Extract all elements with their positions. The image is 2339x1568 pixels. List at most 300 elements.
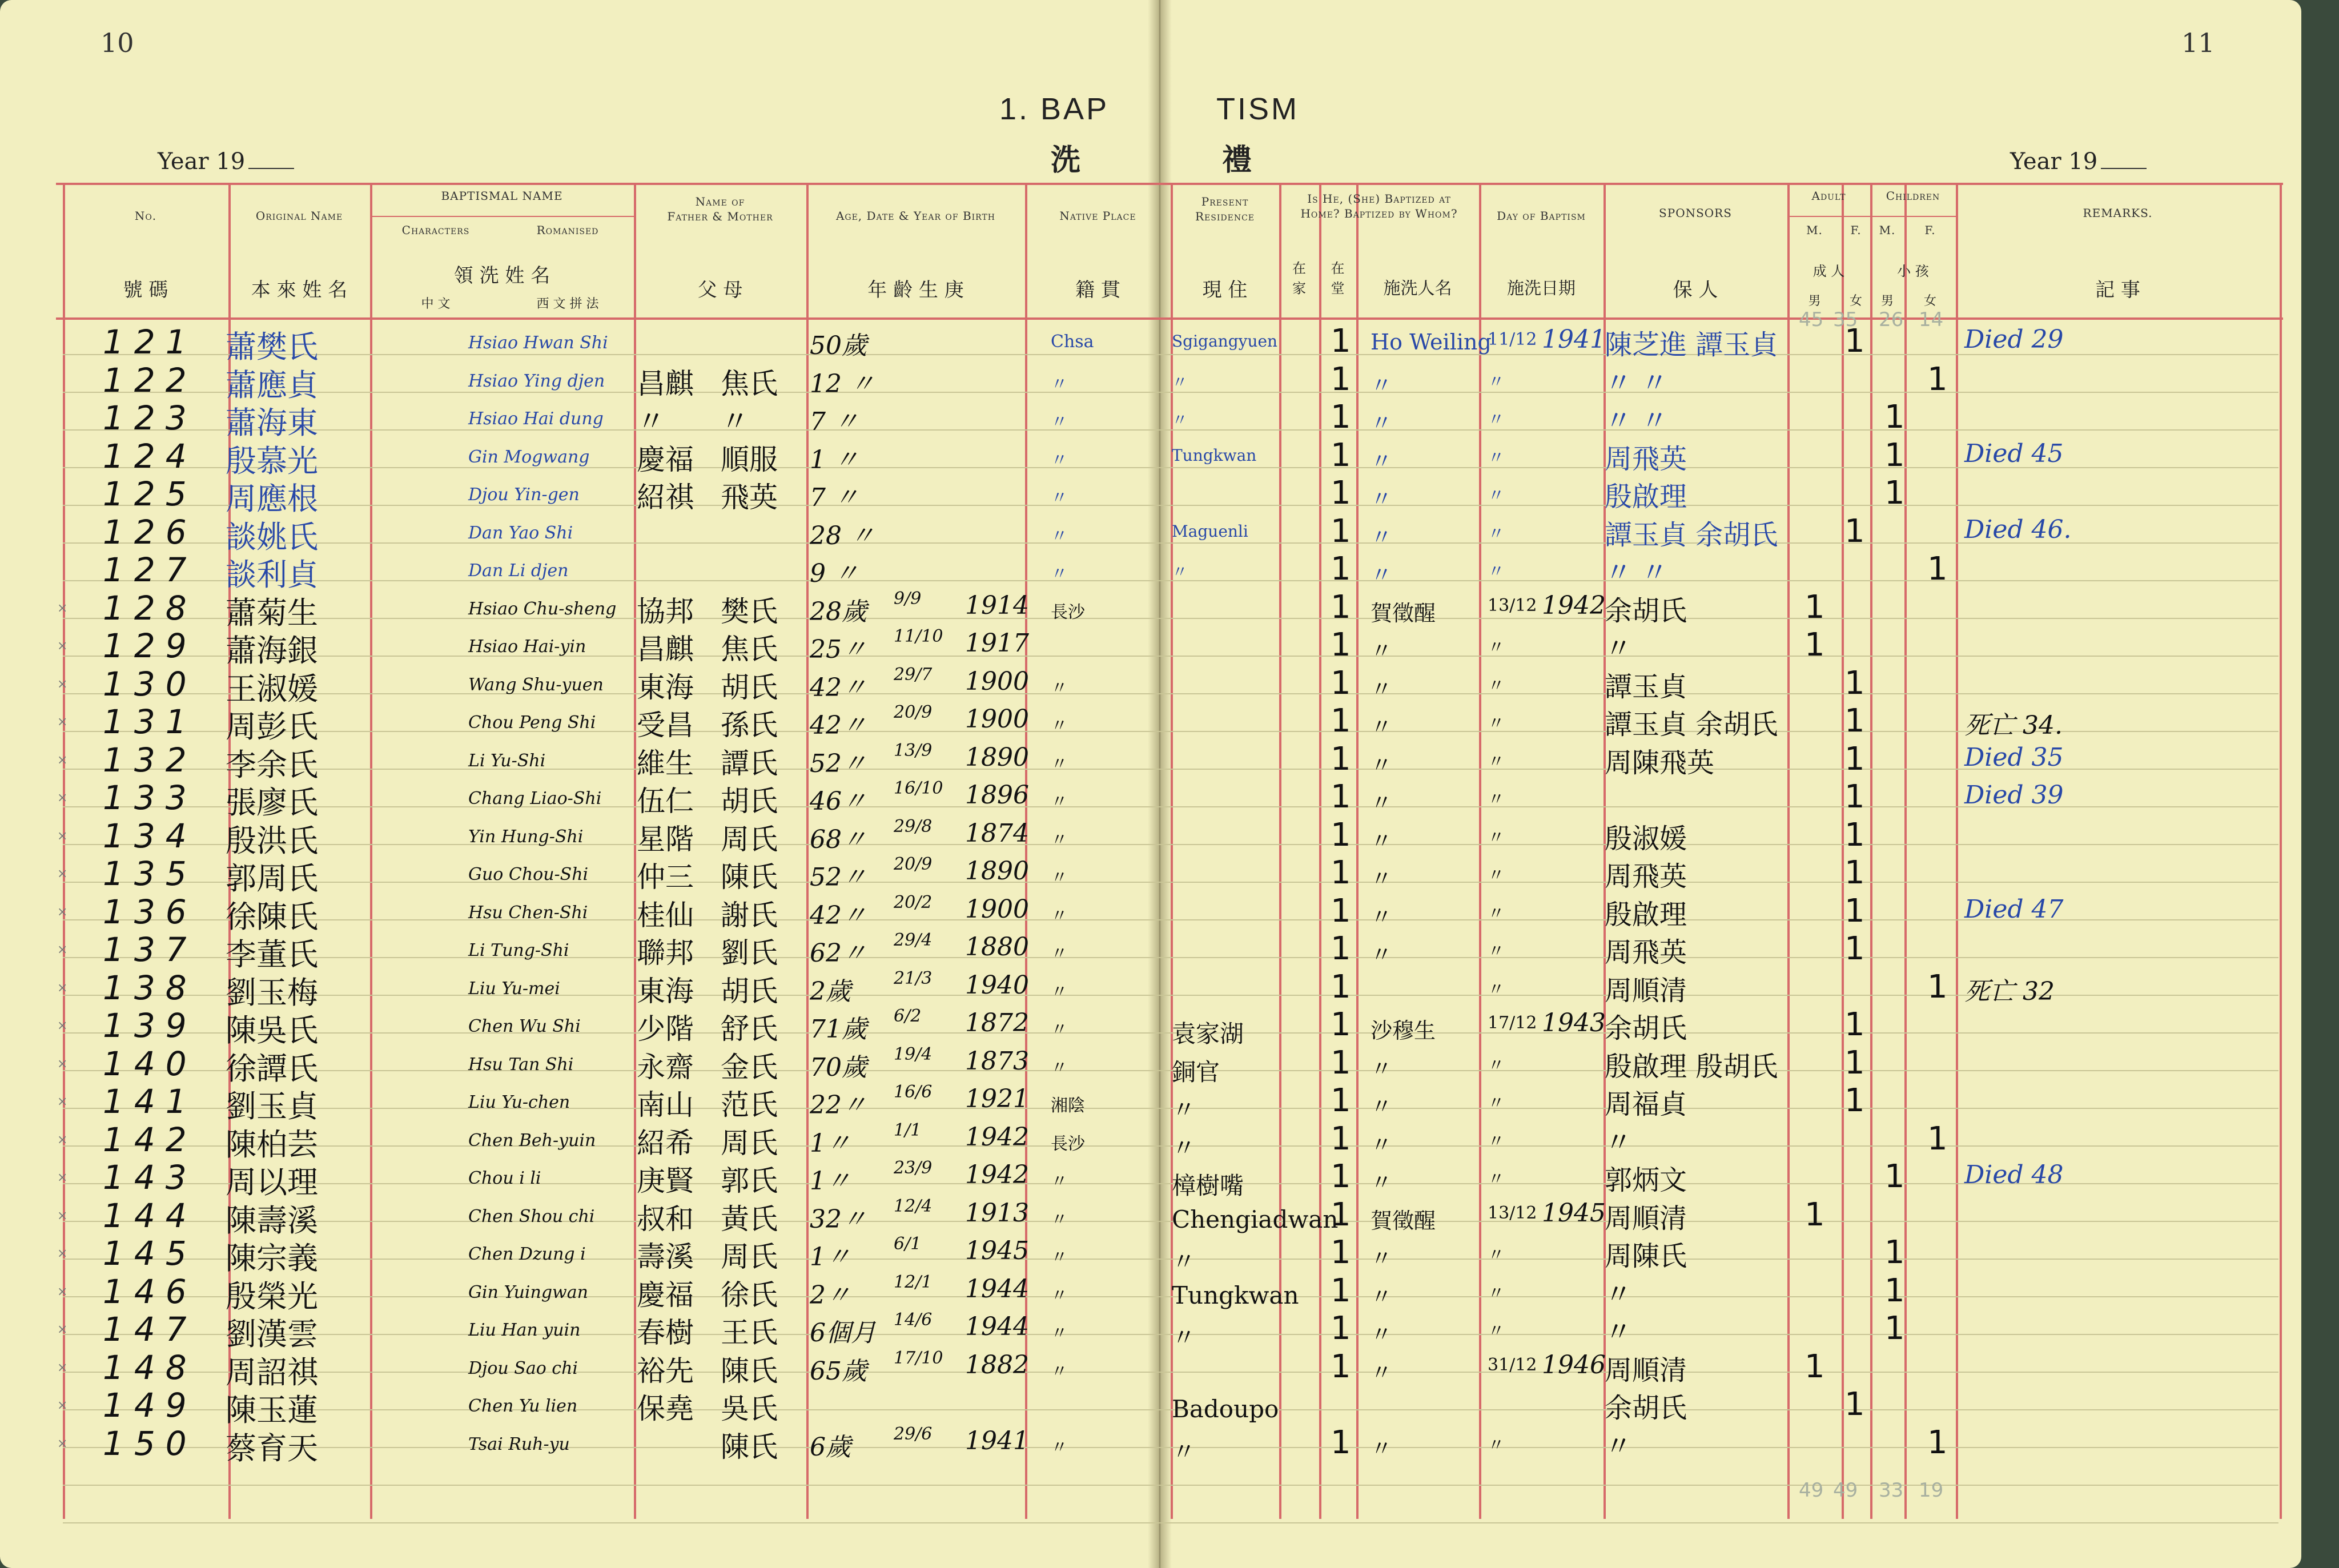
column-rule [1319,183,1321,1519]
row-rule [63,1334,2278,1335]
baptism-day: 〃 [1488,1321,1505,1341]
present-residence: 〃 [1172,562,1188,581]
original-name: 徐譚氏 [226,1050,318,1087]
birth-date: 23/9 [894,1158,933,1178]
romanised-name: Hsiao Chu-sheng [468,598,617,619]
remarks: Died 47 [1964,894,2064,924]
original-name: 陳壽溪 [226,1202,318,1239]
present-residence: Tungkwan [1172,445,1257,465]
present-residence: 袁家湖 [1172,1020,1244,1048]
native-place: 〃 [1051,868,1068,888]
baptized-at-church-mark: 1 [1331,664,1351,702]
baptized-by: 〃 [1371,904,1393,930]
baptism-day: 〃 [1488,903,1505,924]
record-number: 144 [103,1196,197,1235]
native-place: 〃 [1051,1324,1068,1344]
birth-date: 29/4 [894,930,933,950]
year-text: Year 19 [2010,148,2098,175]
native-place: 〃 [1051,1437,1068,1458]
baptized-by: 〃 [1371,372,1393,398]
present-residence: Maguenli [1172,521,1248,541]
baptism-year: 1942 [1542,590,1606,620]
mother-name: 譚氏 [721,746,778,780]
child-female-count: 1 [1927,1424,1948,1461]
record-number: 126 [103,512,197,552]
native-place: 〃 [1051,678,1068,698]
father-name: 紹希 [637,1126,694,1160]
original-name: 殷洪氏 [226,822,318,859]
adult-female-count: 1 [1844,816,1865,854]
present-residence: Chengiadwan [1172,1205,1339,1233]
row-check-mark: × [57,1019,68,1033]
sponsors: 譚玉貞 [1605,670,1687,703]
father-name: 庚賢 [637,1164,694,1197]
carry-over-tally: 45 [1799,308,1824,331]
sponsors: 陳芝進 譚玉貞 [1605,329,1778,361]
birth-date: 9/9 [894,588,922,609]
baptized-by: 〃 [1371,638,1393,664]
sponsors: 周順清 [1605,1354,1687,1386]
birth-date: 1/1 [894,1120,922,1140]
baptized-by: 〃 [1371,1056,1393,1081]
baptized-by: 〃 [1371,1360,1393,1385]
baptized-at-church-mark: 1 [1331,1006,1351,1043]
header-cn-parents: 父 母 [697,279,743,301]
birth-year: 1914 [965,590,1029,620]
romanised-name: Guo Chou-Shi [468,865,589,884]
row-check-mark: × [57,1284,68,1299]
header-bottom-rule [56,317,2283,320]
carry-over-tally: 26 [1879,308,1904,331]
baptized-by: 〃 [1371,1132,1393,1157]
age: 7 〃 [810,407,859,436]
baptism-day: 〃 [1488,524,1505,544]
row-rule [63,806,2278,807]
age: 68〃 [810,825,867,854]
birth-date: 6/2 [894,1006,922,1026]
baptism-day: 〃 [1488,1131,1505,1152]
mother-name: 樊氏 [721,594,778,628]
birth-year: 1913 [965,1198,1029,1228]
child-female-count: 1 [1927,360,1948,398]
present-residence: 樟樹嘴 [1172,1172,1244,1200]
baptism-day: 〃 [1488,1169,1505,1189]
present-residence: 〃 [1172,411,1188,429]
original-name: 殷慕光 [226,443,318,479]
romanised-name: Chou Peng Shi [468,713,596,733]
mother-name: 胡氏 [721,974,778,1008]
baptism-year: 1941 [1542,325,1606,354]
sponsors: 郭炳文 [1605,1164,1687,1196]
age: 2歲 [810,976,851,1006]
native-place: 〃 [1051,1020,1068,1040]
native-place: 〃 [1051,412,1068,432]
header-adult-m: M. [1806,223,1823,237]
native-place: 〃 [1051,1058,1068,1078]
age: 28歲 [810,597,867,626]
sponsors: 余胡氏 [1605,1012,1687,1044]
row-rule [63,1032,2278,1034]
record-number: 141 [103,1082,197,1121]
romanised-name: Tsai Ruh-yu [468,1434,570,1454]
age: 12 〃 [810,369,875,399]
sponsors: 譚玉貞 余胡氏 [1605,518,1778,551]
birth-year: 1880 [965,932,1029,962]
row-check-mark: × [57,1095,68,1109]
mother-name: 吳氏 [721,1392,778,1425]
header-cn-native-place: 籍 貫 [1075,279,1120,301]
birth-year: 1942 [965,1160,1029,1189]
age: 1 〃 [810,445,859,475]
father-name: 少階 [637,1012,694,1046]
birth-date: 13/9 [894,740,933,761]
carry-over-tally: 14 [1919,308,1944,331]
mother-name: 焦氏 [721,367,778,400]
row-rule [63,354,2278,355]
birth-year: 1900 [965,666,1029,696]
birth-year: 1944 [965,1274,1029,1304]
baptism-day: 〃 [1488,751,1505,772]
header-cn-age: 年 齡 生 庚 [867,279,964,301]
header-cn-residence: 現 住 [1202,279,1248,301]
sponsors: 〃 〃 [1605,557,1669,589]
baptized-by: 〃 [1371,1170,1393,1195]
native-place: 長沙 [1051,1133,1085,1154]
romanised-name: Chen Wu Shi [468,1016,581,1036]
column-rule [1842,183,1844,1519]
baptized-by: 〃 [1371,562,1393,588]
record-number: 129 [103,626,197,665]
header-present-residence: Present Residence [1195,195,1255,223]
romanised-name: Li Yu-Shi [468,750,546,771]
age: 50歲 [810,331,867,360]
record-number: 125 [103,475,197,513]
father-name: 東海 [637,670,694,704]
baptized-by: 〃 [1371,714,1393,739]
birth-year: 1940 [965,970,1029,1000]
baptized-by: 〃 [1371,411,1393,436]
birth-date: 16/6 [894,1082,933,1102]
original-name: 周詔祺 [226,1354,318,1390]
present-residence: 〃 [1172,1324,1196,1352]
romanised-name: Gin Mogwang [468,447,590,467]
birth-date: 29/8 [894,816,933,837]
row-check-mark: × [57,1360,68,1375]
father-name: 南山 [637,1088,694,1121]
row-rule [63,505,2278,506]
romanised-name: Hsu Chen-Shi [468,902,588,923]
row-check-mark: × [57,1132,68,1147]
birth-year: 1900 [965,705,1029,734]
sponsors: 周順清 [1605,1202,1687,1235]
row-rule [63,1183,2278,1184]
header-father-mother: Name of Father & Mother [667,195,773,223]
age: 1〃 [810,1167,851,1196]
baptized-at-church-mark: 1 [1331,1044,1351,1081]
father-name: 星階 [637,822,694,856]
row-rule [63,1259,2278,1260]
native-place: 〃 [1051,450,1068,471]
romanised-name: Chen Yu lien [468,1396,578,1416]
remarks: 死亡 34. [1964,711,2063,740]
native-place: 〃 [1051,1172,1068,1192]
row-rule [63,957,2278,958]
native-place: 〃 [1051,564,1068,584]
romanised-name: Hsiao Hai-yin [468,637,586,657]
baptized-by: 〃 [1371,1436,1393,1461]
sponsors: 周陳氏 [1605,1240,1687,1272]
column-total: 49 [1833,1479,1858,1502]
birth-year: 1890 [965,857,1029,886]
romanised-name: Li Tung-Shi [468,940,569,960]
present-residence: Sgigangyuen [1172,332,1278,351]
baptized-by: 〃 [1371,752,1393,778]
column-rule [806,183,809,1519]
record-number: 148 [103,1348,197,1387]
adult-male-count: 1 [1805,626,1825,664]
original-name: 郭周氏 [226,861,318,896]
sponsors: 周福貞 [1605,1088,1687,1120]
baptism-day: 〃 [1488,448,1505,468]
age: 62〃 [810,939,867,968]
original-name: 蕭樊氏 [226,329,318,365]
header-age: Age, Date & Year of Birth [835,209,996,223]
father-name: 紹祺 [637,481,694,514]
romanised-name: Wang Shu-yuen [468,674,604,695]
row-check-mark: × [57,677,68,691]
row-check-mark: × [57,1436,68,1451]
original-name: 談姚氏 [226,518,318,555]
column-total: 49 [1799,1479,1824,1502]
romanised-name: Chen Shou chi [468,1206,595,1227]
header-baptized-at: Is He, (She) Baptized at Home? Baptized by Whom? [1300,192,1458,220]
baptism-day: 〃 [1488,1245,1505,1265]
row-check-mark: × [57,1171,68,1185]
mother-name: 郭氏 [721,1164,778,1197]
child-male-count: 1 [1884,1272,1905,1309]
row-check-mark: × [57,715,68,729]
native-place: 〃 [1051,488,1068,508]
native-place: 〃 [1051,792,1068,812]
header-sponsors: SPONSORS [1659,206,1732,220]
native-place: 〃 [1051,716,1068,736]
father-name: 春樹 [637,1316,694,1349]
record-number: 135 [103,854,197,893]
original-name: 蕭菊生 [226,594,318,631]
child-female-count: 1 [1927,1120,1948,1157]
birth-date: 14/6 [894,1310,933,1330]
age: 32〃 [810,1204,867,1234]
native-place: 〃 [1051,830,1068,850]
row-check-mark: × [57,1247,68,1261]
original-name: 蕭應貞 [226,367,318,403]
adult-female-count: 1 [1844,930,1865,967]
baptized-at-church-mark: 1 [1331,512,1351,550]
baptism-day: 17/12 [1488,1013,1537,1033]
mother-name: 徐氏 [721,1278,778,1312]
age: 70歲 [810,1052,867,1082]
baptized-by: 〃 [1371,866,1393,891]
romanised-name: Hsu Tan Shi [468,1054,574,1075]
record-number: 132 [103,740,197,779]
birth-date: 11/10 [894,626,943,646]
age: 71歲 [810,1015,867,1044]
subheader-rule [370,216,634,217]
adult-female-count: 1 [1844,854,1865,891]
original-name: 徐陳氏 [226,898,318,935]
mother-name: 金氏 [721,1050,778,1084]
original-name: 談利貞 [226,557,318,593]
baptism-day: 〃 [1488,1435,1505,1456]
header-children-f: F. [1924,223,1936,237]
row-rule [63,618,2278,619]
adult-female-count: 1 [1844,1006,1865,1043]
baptism-day: 〃 [1488,638,1505,658]
row-check-mark: × [57,829,68,843]
subtitle-left-char: 洗 [1051,143,1081,178]
row-check-mark: × [57,867,68,881]
baptized-by: 〃 [1371,1246,1393,1271]
birth-year: 1941 [965,1426,1029,1456]
column-rule [1956,183,1958,1519]
sponsors: 周飛英 [1605,443,1687,475]
sponsors: 周飛英 [1605,936,1687,968]
age: 22〃 [810,1091,867,1120]
baptism-day: 〃 [1488,562,1505,582]
row-rule [63,1108,2278,1109]
sponsors: 〃 〃 [1605,405,1669,437]
birth-date: 21/3 [894,968,933,988]
row-check-mark: × [57,753,68,767]
child-male-count: 1 [1884,1234,1905,1271]
present-residence: 〃 [1172,1248,1196,1276]
adult-male-count: 1 [1805,1196,1825,1233]
baptism-day: 〃 [1488,486,1505,506]
baptized-by: Ho Weiling [1371,329,1492,355]
baptism-day: 31/12 [1488,1354,1537,1375]
romanised-name: Chou i li [468,1168,541,1188]
remarks: Died 45 [1964,439,2064,468]
header-cn-romanised: 西 文 拼 法 [536,297,599,311]
record-number: 138 [103,968,197,1007]
mother-name: 周氏 [721,1240,778,1273]
column-total: 33 [1879,1479,1904,1502]
original-name: 王淑媛 [226,670,318,707]
birth-year: 1873 [965,1046,1029,1076]
original-name: 陳柏芸 [226,1126,318,1163]
sponsors: 〃 〃 [1605,367,1669,399]
baptism-day: 〃 [1488,827,1505,848]
birth-year: 1944 [965,1312,1029,1341]
father-name: 聯邦 [637,936,694,970]
age: 42〃 [810,711,867,740]
sponsors: 周飛英 [1605,861,1687,892]
remarks: Died 48 [1964,1160,2064,1189]
baptized-by: 〃 [1371,828,1393,854]
adult-female-count: 1 [1844,1044,1865,1081]
baptized-by: 〃 [1371,676,1393,702]
baptized-by: 〃 [1371,1322,1393,1347]
baptism-day: 11/12 [1488,329,1537,349]
sponsors: 譚玉貞 余胡氏 [1605,709,1778,741]
baptized-at-church-mark: 1 [1331,1424,1351,1461]
sponsors: 〃 [1605,1278,1633,1310]
original-name: 劉玉貞 [226,1088,318,1124]
father-name: 慶福 [637,443,694,476]
row-check-mark: × [57,601,68,616]
romanised-name: Chen Dzung i [468,1244,586,1264]
child-male-count: 1 [1884,399,1905,436]
record-number: 150 [103,1424,197,1463]
baptized-by: 〃 [1371,487,1393,512]
father-name: 維生 [637,746,694,780]
original-name: 陳吳氏 [226,1012,318,1048]
original-name: 劉玉梅 [226,974,318,1011]
row-rule [63,1409,2278,1410]
child-female-count: 1 [1927,968,1948,1006]
mother-name: 謝氏 [721,898,778,932]
original-name: 周以理 [226,1164,318,1200]
baptized-at-church-mark: 1 [1331,626,1351,664]
record-number: 139 [103,1006,197,1045]
baptism-day: 〃 [1488,866,1505,886]
mother-name: 〃 [721,405,749,438]
baptized-at-church-mark: 1 [1331,1234,1351,1271]
age: 7 〃 [810,483,859,512]
mother-name: 舒氏 [721,1012,778,1046]
age: 9 〃 [810,559,859,588]
present-residence: 〃 [1172,372,1188,392]
column-rule [634,183,636,1519]
header-adult-f: F. [1850,223,1862,237]
row-rule [63,656,2278,657]
adult-female-count: 1 [1844,778,1865,815]
birth-date: 12/1 [894,1272,933,1292]
adult-male-count: 1 [1805,588,1825,626]
birth-date: 20/9 [894,702,933,722]
row-rule [63,844,2278,845]
birth-year: 1896 [965,781,1029,810]
baptized-at-church-mark: 1 [1331,1120,1351,1157]
romanised-name: Liu Han yuin [468,1320,581,1340]
baptism-year: 1943 [1542,1008,1606,1038]
sponsors: 周陳飛英 [1605,746,1715,779]
header-cn-date: 施洗日期 [1507,279,1576,299]
father-name: 受昌 [637,709,694,742]
mother-name: 陳氏 [721,1430,778,1464]
baptized-by: 〃 [1371,524,1393,550]
adult-female-count: 1 [1844,740,1865,778]
header-native-place: Native Place [1059,209,1136,223]
record-number: 145 [103,1234,197,1273]
sponsors: 余胡氏 [1605,594,1687,627]
record-number: 131 [103,702,197,741]
native-place: 〃 [1051,1209,1068,1230]
header-cn-chinese: 中 文 [421,297,451,311]
adult-male-count: 1 [1805,1348,1825,1385]
row-rule [63,1221,2278,1222]
age: 52〃 [810,863,867,892]
native-place: 〃 [1051,526,1068,546]
baptized-at-church-mark: 1 [1331,740,1351,778]
header-children-m: M. [1879,223,1896,237]
title-left-half: 1. BAP [999,92,1110,126]
header-day-of-baptism: Day of Baptism [1497,209,1586,223]
row-rule [63,769,2278,770]
row-check-mark: × [57,980,68,995]
baptized-at-church-mark: 1 [1331,1082,1351,1119]
adult-female-count: 1 [1844,664,1865,702]
